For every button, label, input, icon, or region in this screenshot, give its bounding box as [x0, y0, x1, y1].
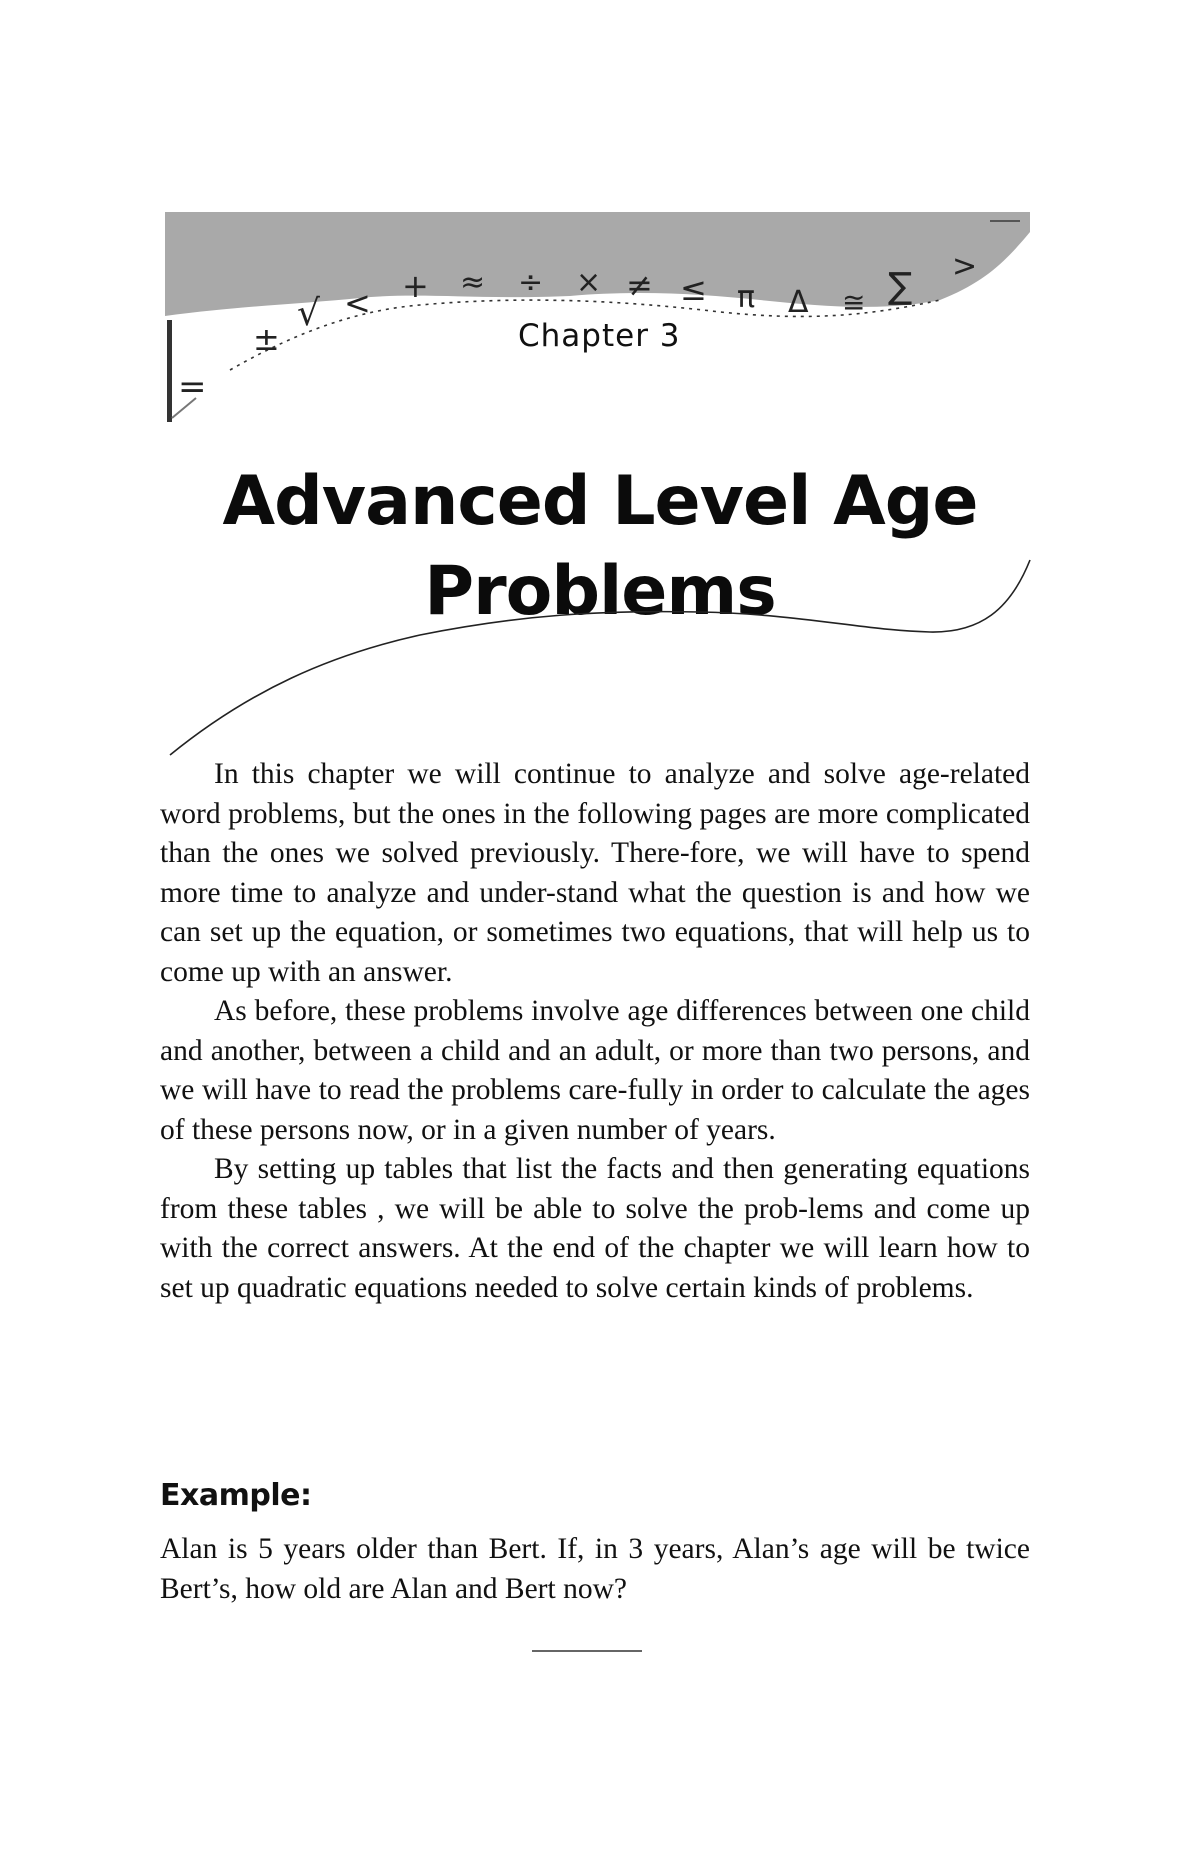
times-symbol: × [576, 265, 602, 300]
plus-minus-symbol: ± [253, 320, 280, 358]
title-swoosh [0, 540, 1200, 770]
delta-symbol: Δ [788, 285, 809, 320]
approx-symbol: ≈ [460, 265, 486, 300]
sigma-symbol: ∑ [888, 266, 913, 307]
greater-than-symbol: > [952, 249, 978, 284]
less-than-symbol: < [344, 284, 371, 322]
banner-left-bar [167, 320, 172, 422]
chapter-label: Chapter 3 [518, 318, 681, 354]
pi-symbol: π [737, 280, 756, 315]
sqrt-symbol: √ [297, 293, 320, 334]
congruent-symbol: ≅ [842, 286, 866, 319]
divide-symbol: ÷ [518, 265, 544, 300]
chapter-title-line2: Problems [424, 552, 776, 631]
example-problem: Alan is 5 years older than Bert. If, in 3 years, Alan’s age will be twice Bert’s, how old are Alan and Bert now? [160, 1533, 1030, 1605]
intro-paragraph-2: As before, these problems involve age differences between one child and another, between a child and an adult, or more than two persons, and we will have to read the problems care-fully in order to calculate the ages of these persons now, or in a given number of years. [160, 995, 1030, 1146]
swoosh-curve [170, 560, 1030, 755]
not-equal-symbol: ≠ [626, 266, 653, 304]
chapter-intro [160, 755, 1030, 1308]
less-equal-symbol: ≤ [680, 270, 707, 308]
intro-paragraph-3: By setting up tables that list the facts and then generating equations from these tables , we will be able to solve the prob-lems and come up with the correct answers. At the end of the chapter we will learn how to set up quadratic equations needed to solve certain kinds of problems. [160, 1153, 1030, 1304]
banner-graphic [0, 0, 1200, 460]
plus-symbol: + [402, 267, 429, 305]
equals-symbol: = [178, 367, 207, 407]
chapter-title-line1: Advanced Level Age [222, 462, 978, 541]
intro-paragraph-1: In this chapter we will continue to analyze and solve age-related word problems, but the ones in the following pages are more complicated than the ones we solved previously. There-fore, we will have to spend more time to analyze and under-stand what the question is and how we can set up the equation, or sometimes two equations, that will help us to come up with an answer. [160, 758, 1030, 988]
example-heading: Example: [160, 1478, 312, 1513]
footer-rule [532, 1648, 642, 1654]
chapter-banner [0, 0, 1200, 460]
